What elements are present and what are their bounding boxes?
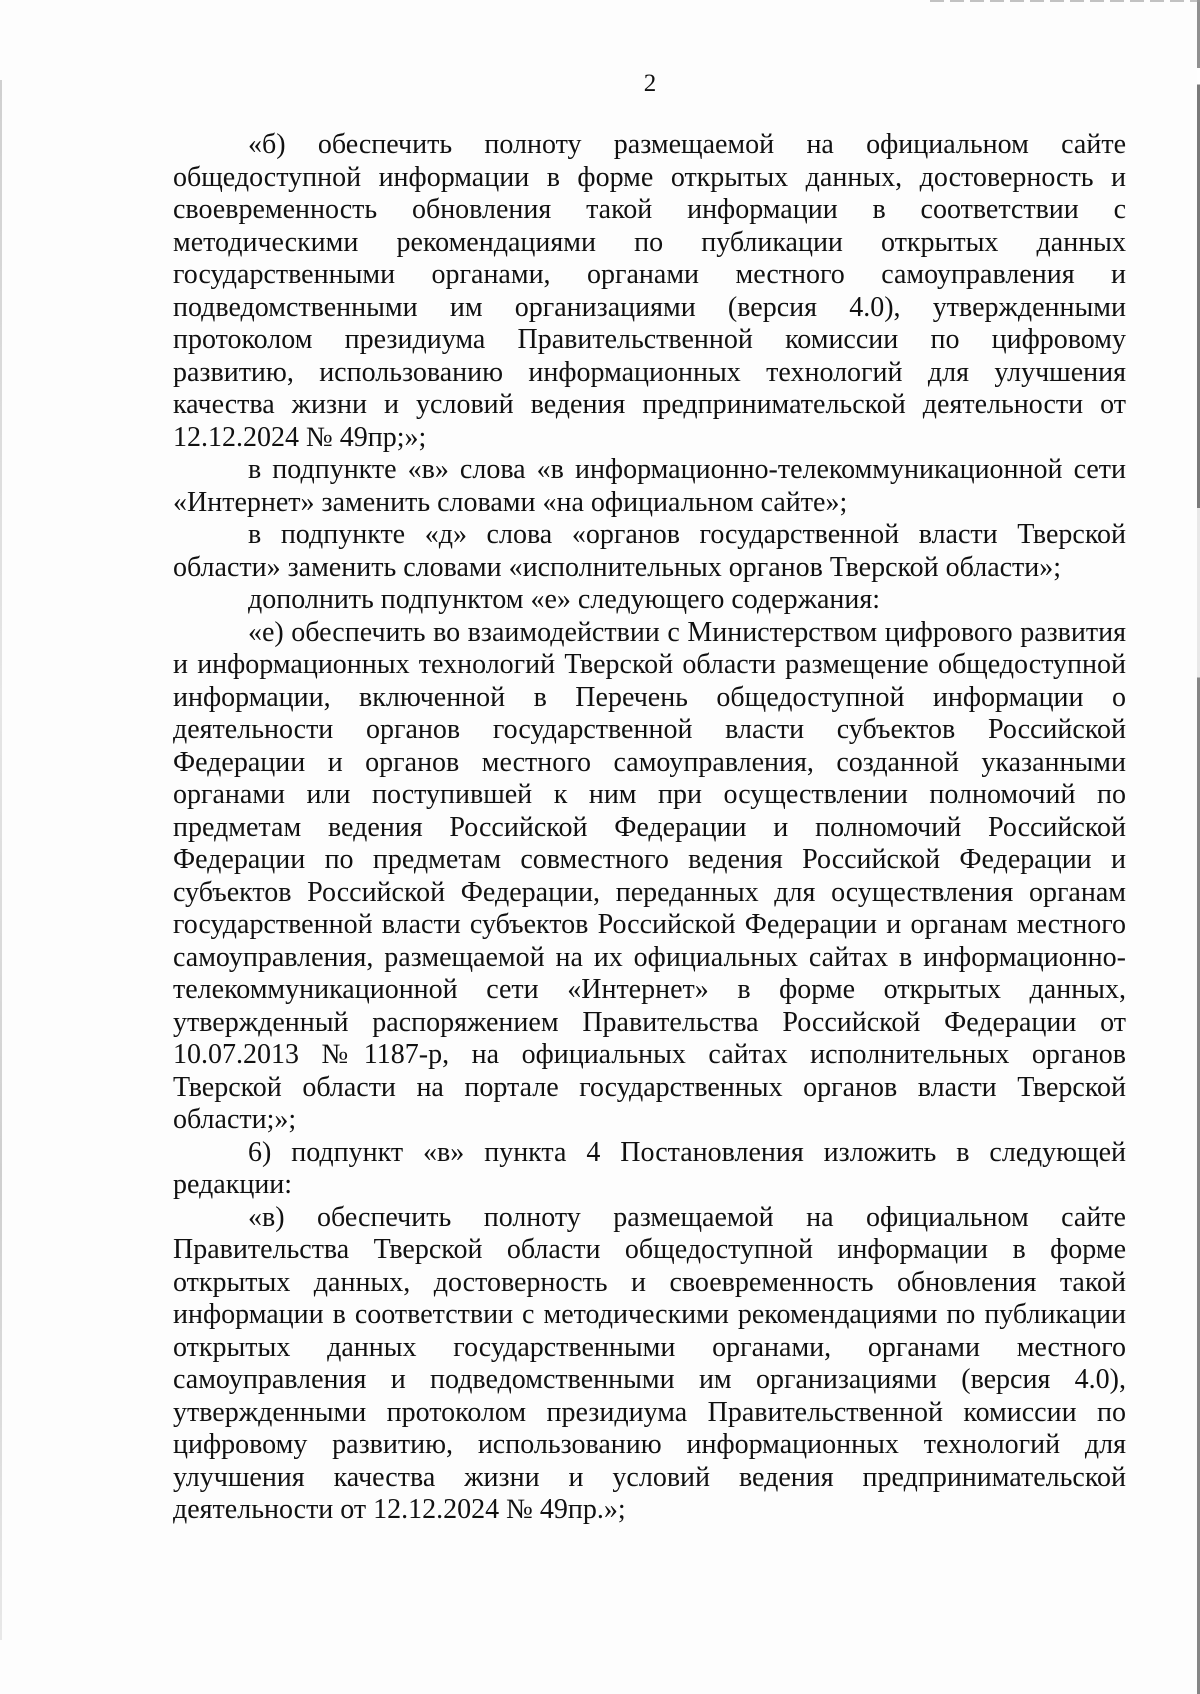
paragraph-subitem-v-new-text: «в) обеспечить полноту размещаемой на официальном сайте Правительства Тверской области общедоступной информации в форме открытых данных, достоверность и своевременность обновления такой информации в соответствии с методическими рекомендациями по публикации открытых данных государственными органами, органами местного самоуправления и подведомственными им организациями (версия 4.0), утвержденными протоколом президиума Правительственной комиссии по цифровому развитию, использованию информационных технологий для улучшения качества жизни и условий ведения предпринимательской деятельности от 12.12.2024 № 49пр.»; [173, 1201, 1126, 1525]
paragraph-subitem-d-amendment: в подпункте «д» слова «органов государственной власти Тверской области» заменить словами «исполнительных органов Тверской области»; [173, 519, 1126, 583]
document-body [173, 129, 1126, 1527]
paragraph-item-6: 6) подпункт «в» пункта 4 Постановления изложить в следующей редакции: [173, 1136, 1126, 1200]
scan-edge-left [0, 80, 2, 1640]
paragraph-subitem-v-amendment: в подпункте «в» слова «в информационно-телекоммуникационной сети «Интернет» заменить словами «на официальном сайте»; [173, 454, 1126, 518]
paragraph-subitem-e-text: «е) обеспечить во взаимодействии с Министерством цифрового развития и информационных технологий Тверской области размещение общедоступной информации, включенной в Перечень общедоступной информации о деятельности органов государственной власти субъектов Российской Федерации и органов местного самоуправления, созданной указанными органами или поступившей к ним при осуществлении полномочий по предметам ведения Российской Федерации и полномочий Российской Федерации по предметам совместного ведения Российской Федерации и субъектов Российской Федерации, переданных для осуществления органам государственной власти субъектов Российской Федерации и органам местного самоуправления, размещаемой на их официальных сайтах в информационно-телекоммуникационной сети «Интернет» в форме открытых данных, утвержденный распоряжением Правительства Российской Федерации от 10.07.2013 №1187-р, на официальных сайтах исполнительных органов Тверской области на портале государственных органов власти Тверской области;»; [173, 616, 1126, 1135]
paragraph-add-subitem-e: дополнить подпунктом «е» следующего содержания: [248, 584, 881, 615]
paragraph-subitem-b-text: «б) обеспечить полноту размещаемой на официальном сайте общедоступной информации в форме открытых данных, достоверность и своевременность обновления такой информации в соответствии с методическими рекомендациями по публикации открытых данных государственными органами, органами местного самоуправления и подведомственными им организациями (версия 4.0), утвержденными протоколом президиума Правительственной комиссии по цифровому развитию, использованию информационных технологий для улучшения качества жизни и условий ведения предпринимательской деятельности от 12.12.2024 № 49пр;»; [173, 129, 1126, 453]
page-number: 2 [643, 70, 657, 97]
scan-edge-top [930, 0, 1200, 2]
